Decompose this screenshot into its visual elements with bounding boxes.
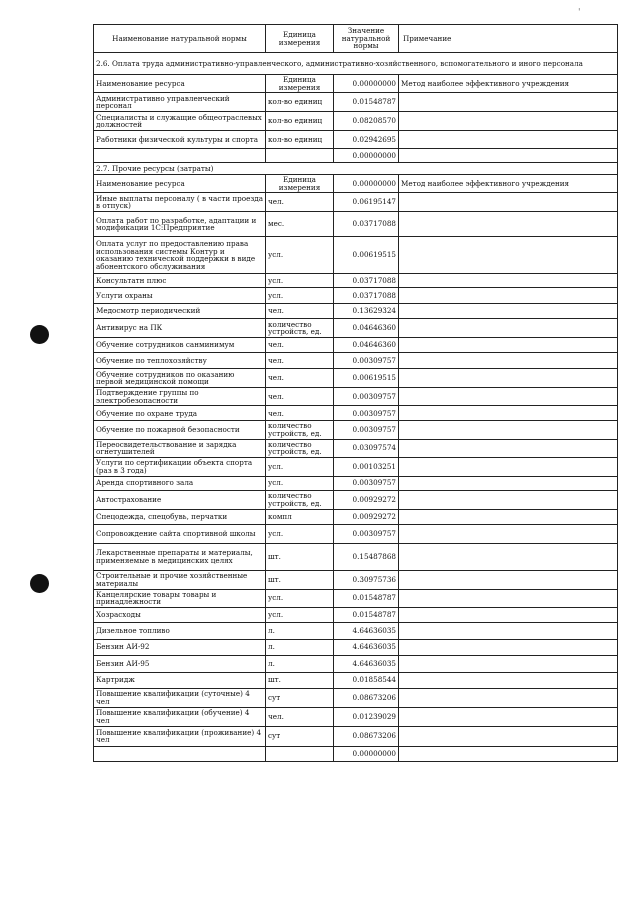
resource-unit: шт.	[266, 672, 334, 688]
subheader-unit: Единица измерения	[266, 175, 334, 193]
resource-note	[399, 93, 618, 112]
table-row	[94, 353, 618, 369]
table-row	[94, 655, 618, 672]
table-row	[94, 746, 618, 761]
resource-value: 0.00619515	[334, 237, 399, 274]
resource-unit: компл	[266, 509, 334, 524]
resource-name: Обучение сотрудников санминимум	[94, 338, 266, 353]
resource-note	[399, 726, 618, 746]
resource-value: 0.03717088	[334, 212, 399, 237]
resource-name: Картридж	[94, 672, 266, 688]
resource-unit: кол-во единиц	[266, 112, 334, 131]
punch-hole-bottom	[30, 574, 49, 593]
resource-value: 0.00309757	[334, 476, 399, 490]
table-row	[94, 93, 618, 112]
resource-unit: л.	[266, 655, 334, 672]
resource-value: 0.30975736	[334, 570, 399, 589]
resource-name: Обучение по пожарной безопасности	[94, 421, 266, 439]
table-row	[94, 543, 618, 570]
resource-note	[399, 672, 618, 688]
resource-unit: усл.	[266, 476, 334, 490]
resource-name: Обучение по охране труда	[94, 406, 266, 421]
subheader-note: Метод наиболее эффективного учреждения	[399, 175, 618, 193]
resource-name: Канцелярские товары товары и принадлежности	[94, 589, 266, 607]
table-header-row	[94, 25, 618, 53]
resource-value: 0.00929272	[334, 490, 399, 509]
resource-value: 0.00103251	[334, 457, 399, 476]
resource-note	[399, 543, 618, 570]
resource-note	[399, 406, 618, 421]
resource-note	[399, 149, 618, 163]
resource-name: Лекарственные препараты и материалы, применяемые в медицинских целях	[94, 543, 266, 570]
resource-value: 0.00000000	[334, 746, 399, 761]
norms-table	[93, 24, 618, 762]
scan-mark: '	[578, 8, 581, 18]
resource-name: Бензин АИ-92	[94, 639, 266, 655]
resource-note	[399, 338, 618, 353]
resource-value: 0.00309757	[334, 406, 399, 421]
resource-value: 0.00309757	[334, 524, 399, 543]
punch-hole-top	[30, 325, 49, 344]
resource-unit: чел.	[266, 193, 334, 212]
resource-unit: усл.	[266, 288, 334, 304]
resource-unit: л.	[266, 622, 334, 639]
resource-name: Повышение квалификации (обучение) 4 чел	[94, 707, 266, 726]
resource-note	[399, 589, 618, 607]
resource-name: Спецодежда, спецобувь, перчатки	[94, 509, 266, 524]
header-value: Значение натуральной нормы	[334, 25, 399, 53]
resource-unit	[266, 746, 334, 761]
resource-name: Автострахование	[94, 490, 266, 509]
resource-value: 0.04646360	[334, 319, 399, 338]
resource-name: Специалисты и служащие общеотраслевых должностей	[94, 112, 266, 131]
resource-name: Работники физической культуры и спорта	[94, 131, 266, 149]
section-title-row	[94, 53, 618, 75]
resource-note	[399, 369, 618, 388]
resource-name: Антивирус на ПК	[94, 319, 266, 338]
resource-name: Аренда спортивного зала	[94, 476, 266, 490]
resource-note	[399, 274, 618, 288]
table-row	[94, 524, 618, 543]
resource-value: 4.64636035	[334, 639, 399, 655]
table-row	[94, 388, 618, 406]
resource-unit: усл.	[266, 607, 334, 622]
resource-name: Услуги по сертификации объекта спорта (раз в 3 года)	[94, 457, 266, 476]
resource-value: 0.08673206	[334, 726, 399, 746]
resource-value: 0.02942695	[334, 131, 399, 149]
resource-name: Медосмотр периодический	[94, 304, 266, 319]
table-row	[94, 490, 618, 509]
subheader-name: Наименование ресурса	[94, 175, 266, 193]
table-row	[94, 193, 618, 212]
table-row	[94, 688, 618, 707]
resource-note	[399, 607, 618, 622]
resource-unit: кол-во единиц	[266, 93, 334, 112]
resource-value: 0.08673206	[334, 688, 399, 707]
resource-note	[399, 707, 618, 726]
resource-name: Консультатн плюс	[94, 274, 266, 288]
resource-note	[399, 509, 618, 524]
resource-unit	[266, 149, 334, 163]
resource-name: Строительные и прочие хозяйственные материалы	[94, 570, 266, 589]
resource-value: 0.03097574	[334, 439, 399, 457]
table-row	[94, 622, 618, 639]
resource-note	[399, 524, 618, 543]
resource-note	[399, 655, 618, 672]
resource-value: 0.03717088	[334, 274, 399, 288]
resource-note	[399, 131, 618, 149]
resource-unit: усл.	[266, 589, 334, 607]
header-unit: Единица измерения	[266, 25, 334, 53]
resource-name: Услуги охраны	[94, 288, 266, 304]
resource-unit: количество устройств, ед.	[266, 421, 334, 439]
resource-unit: усл.	[266, 457, 334, 476]
resource-unit: чел.	[266, 338, 334, 353]
resource-name: Сопровождение сайта спортивной школы	[94, 524, 266, 543]
resource-note	[399, 457, 618, 476]
table-row	[94, 707, 618, 726]
resource-value: 0.01548787	[334, 607, 399, 622]
table-row	[94, 607, 618, 622]
resource-name: Обучение сотрудников по оказанию первой медицинской помощи	[94, 369, 266, 388]
table-row	[94, 112, 618, 131]
resource-note	[399, 388, 618, 406]
table-row	[94, 149, 618, 163]
resource-name: Хозрасходы	[94, 607, 266, 622]
table-row	[94, 509, 618, 524]
resource-value: 0.00929272	[334, 509, 399, 524]
subheader-value: 0.00000000	[334, 175, 399, 193]
subheader-value: 0.00000000	[334, 75, 399, 93]
resource-unit: чел.	[266, 304, 334, 319]
resource-value: 0.00309757	[334, 388, 399, 406]
table-row	[94, 369, 618, 388]
section-title: 2.7. Прочие ресурсы (затраты)	[94, 163, 618, 175]
table-row	[94, 439, 618, 457]
resource-value: 0.06195147	[334, 193, 399, 212]
subheader-note: Метод наиболее эффективного учреждения	[399, 75, 618, 93]
resource-value: 0.03717088	[334, 288, 399, 304]
resource-note	[399, 237, 618, 274]
resource-unit: чел.	[266, 353, 334, 369]
resource-value: 4.64636035	[334, 622, 399, 639]
table-row	[94, 288, 618, 304]
resource-value: 0.00309757	[334, 421, 399, 439]
resource-note	[399, 639, 618, 655]
table-row	[94, 421, 618, 439]
resource-name: Повышение квалификации (суточные) 4 чел	[94, 688, 266, 707]
resource-name: Оплата услуг по предоставлению права использования системы Контур и оказанию технической поддержки в виде абонентского обслуживания	[94, 237, 266, 274]
resource-note	[399, 319, 618, 338]
table-row	[94, 131, 618, 149]
resource-unit: чел.	[266, 388, 334, 406]
table-row	[94, 319, 618, 338]
resource-unit: сут	[266, 688, 334, 707]
header-note: Примечание	[399, 25, 618, 53]
table-row	[94, 476, 618, 490]
resource-note	[399, 570, 618, 589]
resource-unit: усл.	[266, 524, 334, 543]
resource-value: 0.01548787	[334, 93, 399, 112]
resource-name	[94, 149, 266, 163]
table-row	[94, 338, 618, 353]
header-name: Наименование натуральной нормы	[94, 25, 266, 53]
resource-unit: шт.	[266, 570, 334, 589]
resource-note	[399, 421, 618, 439]
resource-note	[399, 490, 618, 509]
resource-unit: усл.	[266, 237, 334, 274]
resource-name: Дизельное топливо	[94, 622, 266, 639]
resource-unit: усл.	[266, 274, 334, 288]
table-row	[94, 570, 618, 589]
resource-note	[399, 622, 618, 639]
section-subheader-row	[94, 75, 618, 93]
resource-value: 0.00619515	[334, 369, 399, 388]
section-title: 2.6. Оплата труда административно-управленческого, административно-хозяйственного, вспомогательного и иного персонала	[94, 53, 618, 75]
resource-unit: чел.	[266, 406, 334, 421]
resource-value: 0.01239029	[334, 707, 399, 726]
resource-value: 0.13629324	[334, 304, 399, 319]
resource-name: Повышение квалификации (проживание) 4 чел	[94, 726, 266, 746]
resource-unit: кол-во единиц	[266, 131, 334, 149]
table-row	[94, 639, 618, 655]
resource-name: Переосвидетельствование и зарядка огнетушителей	[94, 439, 266, 457]
resource-unit: чел.	[266, 369, 334, 388]
resource-note	[399, 688, 618, 707]
resource-value: 0.15487868	[334, 543, 399, 570]
resource-value: 0.01548787	[334, 589, 399, 607]
resource-value: 4.64636035	[334, 655, 399, 672]
table-row	[94, 672, 618, 688]
subheader-name: Наименование ресурса	[94, 75, 266, 93]
resource-value: 0.00309757	[334, 353, 399, 369]
resource-unit: шт.	[266, 543, 334, 570]
resource-unit: количество устройств, ед.	[266, 319, 334, 338]
resource-name	[94, 746, 266, 761]
resource-unit: количество устройств, ед.	[266, 439, 334, 457]
resource-value: 0.01858544	[334, 672, 399, 688]
resource-note	[399, 212, 618, 237]
resource-note	[399, 288, 618, 304]
table-row	[94, 237, 618, 274]
section-subheader-row	[94, 175, 618, 193]
resource-note	[399, 193, 618, 212]
table-row	[94, 304, 618, 319]
resource-note	[399, 476, 618, 490]
resource-note	[399, 353, 618, 369]
resource-note	[399, 304, 618, 319]
resource-unit: сут	[266, 726, 334, 746]
resource-value: 0.08208570	[334, 112, 399, 131]
subheader-unit: Единица измерения	[266, 75, 334, 93]
section-title-row	[94, 163, 618, 175]
resource-name: Оплата работ по разработке, адаптации и модификации 1С:Предприятие	[94, 212, 266, 237]
table-row	[94, 274, 618, 288]
resource-unit: мес.	[266, 212, 334, 237]
resource-value: 0.00000000	[334, 149, 399, 163]
resource-value: 0.04646360	[334, 338, 399, 353]
resource-name: Обучение по теплохозяйству	[94, 353, 266, 369]
table-row	[94, 406, 618, 421]
resource-name: Административно управленческий персонал	[94, 93, 266, 112]
resource-note	[399, 112, 618, 131]
table-row	[94, 726, 618, 746]
table-row	[94, 589, 618, 607]
resource-name: Бензин АИ-95	[94, 655, 266, 672]
table-row	[94, 457, 618, 476]
resource-note	[399, 746, 618, 761]
resource-name: Иные выплаты персоналу ( в части проезда в отпуск)	[94, 193, 266, 212]
resource-unit: чел.	[266, 707, 334, 726]
resource-name: Подтверждение группы по электробезопасности	[94, 388, 266, 406]
resource-unit: количество устройств, ед.	[266, 490, 334, 509]
table-row	[94, 212, 618, 237]
resource-unit: л.	[266, 639, 334, 655]
resource-note	[399, 439, 618, 457]
